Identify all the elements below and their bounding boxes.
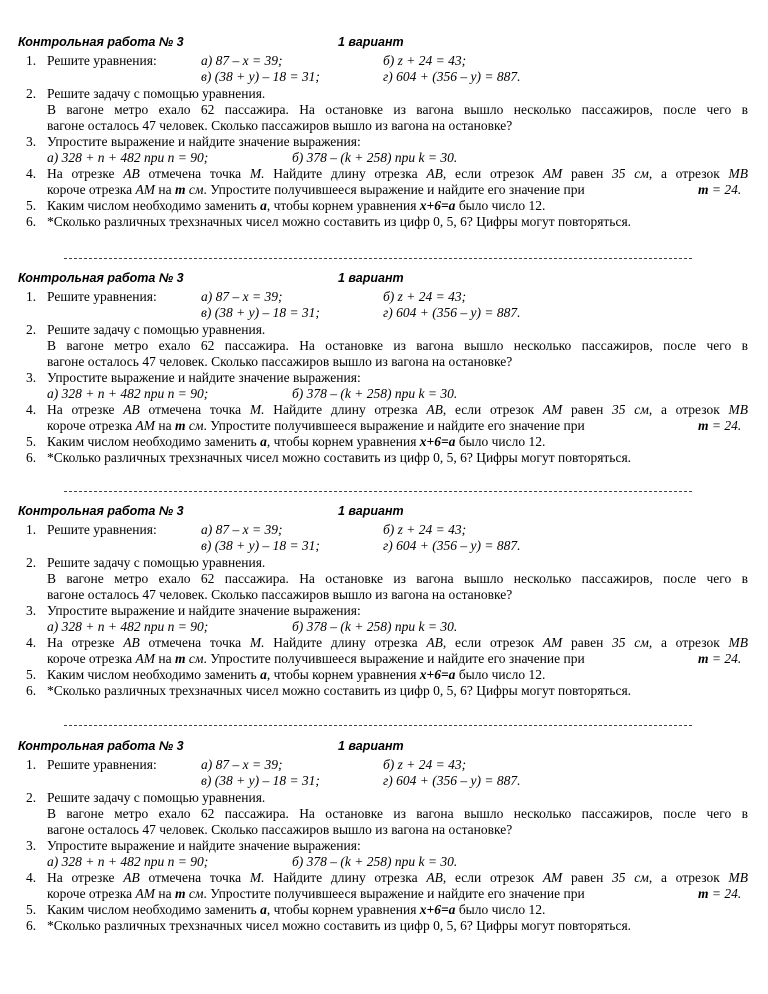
equation-g: г) 604 + (356 – y) = 887.: [383, 69, 521, 84]
task-2-label: Решите задачу с помощью уравнения.: [47, 322, 266, 337]
task-1-label: Решите уравнения:: [47, 53, 157, 68]
task-3-label: Упростите выражение и найдите значение выражения:: [47, 370, 361, 385]
task-5-number: 5.: [26, 198, 37, 213]
task-3-number: 3.: [26, 134, 37, 149]
task-6-number: 6.: [26, 918, 37, 933]
test-block-3: [0, 503, 768, 719]
task-3-label: Упростите выражение и найдите значение выражения:: [47, 603, 361, 618]
equation-b: б) z + 24 = 43;: [383, 757, 467, 772]
cut-line: [64, 491, 692, 492]
equation-b: б) z + 24 = 43;: [383, 289, 467, 304]
equation-g: г) 604 + (356 – y) = 887.: [383, 773, 521, 788]
equation-a: а) 87 – x = 39;: [201, 757, 283, 772]
cut-line: [64, 725, 692, 726]
cut-line: [64, 258, 692, 259]
equation-v: в) (38 + y) – 18 = 31;: [201, 305, 320, 320]
equation-a: а) 87 – x = 39;: [201, 53, 283, 68]
task-2-text-line-1: В вагоне метро ехало 62 пассажира. На остановке из вагона вышло несколько пассажиров, после чего в: [47, 571, 748, 586]
expression-b: б) 378 – (k + 258) при k = 30.: [292, 619, 458, 634]
task-5-number: 5.: [26, 434, 37, 449]
task-3-number: 3.: [26, 603, 37, 618]
equation-v: в) (38 + y) – 18 = 31;: [201, 538, 320, 553]
test-title: Контрольная работа № 3: [18, 504, 184, 518]
equation-v: в) (38 + y) – 18 = 31;: [201, 69, 320, 84]
task-1-number: 1.: [26, 757, 37, 772]
task-2-text-line-1: В вагоне метро ехало 62 пассажира. На остановке из вагона вышло несколько пассажиров, после чего в: [47, 338, 748, 353]
equation-b: б) z + 24 = 43;: [383, 522, 467, 537]
task-4-text-line-2: короче отрезка АМ на m см. Упростите получившееся выражение и найдите его значение при: [47, 418, 585, 433]
task-1-number: 1.: [26, 289, 37, 304]
expression-b: б) 378 – (k + 258) при k = 30.: [292, 854, 458, 869]
task-5-text: Каким числом необходимо заменить а, чтобы корнем уравнения х+6=а было число 12.: [47, 198, 546, 213]
task-5-number: 5.: [26, 902, 37, 917]
test-block-1: [0, 34, 768, 250]
task-2-text-line-2: вагоне осталось 47 человек. Сколько пассажиров вышло из вагона на остановке?: [47, 587, 513, 602]
task-2-number: 2.: [26, 86, 37, 101]
task-4-text-line-1: На отрезке АВ отмечена точка М. Найдите длину отрезка АВ, если отрезок АМ равен 35 см, а отрезок МВ: [47, 870, 748, 885]
variant-label: 1 вариант: [338, 271, 404, 285]
task-4-text-line-2: короче отрезка АМ на m см. Упростите получившееся выражение и найдите его значение при: [47, 651, 585, 666]
expression-b: б) 378 – (k + 258) при k = 30.: [292, 386, 458, 401]
task-4-number: 4.: [26, 166, 37, 181]
equation-b: б) z + 24 = 43;: [383, 53, 467, 68]
equation-g: г) 604 + (356 – y) = 887.: [383, 305, 521, 320]
expression-a: а) 328 + n + 482 при n = 90;: [47, 619, 209, 634]
task-4-number: 4.: [26, 402, 37, 417]
task-3-label: Упростите выражение и найдите значение выражения:: [47, 838, 361, 853]
equation-g: г) 604 + (356 – y) = 887.: [383, 538, 521, 553]
task-4-value: m = 24.: [698, 886, 742, 901]
expression-a: а) 328 + n + 482 при n = 90;: [47, 386, 209, 401]
equation-a: а) 87 – x = 39;: [201, 522, 283, 537]
task-6-text: *Сколько различных трехзначных чисел можно составить из цифр 0, 5, 6? Цифры могут повторяться.: [47, 918, 632, 933]
variant-label: 1 вариант: [338, 739, 404, 753]
task-4-value: m = 24.: [698, 651, 742, 666]
task-2-label: Решите задачу с помощью уравнения.: [47, 555, 266, 570]
task-2-number: 2.: [26, 555, 37, 570]
task-2-text-line-1: В вагоне метро ехало 62 пассажира. На остановке из вагона вышло несколько пассажиров, после чего в: [47, 806, 748, 821]
task-6-text: *Сколько различных трехзначных чисел можно составить из цифр 0, 5, 6? Цифры могут повторяться.: [47, 450, 632, 465]
task-2-text-line-2: вагоне осталось 47 человек. Сколько пассажиров вышло из вагона на остановке?: [47, 822, 513, 837]
task-2-text-line-2: вагоне осталось 47 человек. Сколько пассажиров вышло из вагона на остановке?: [47, 354, 513, 369]
task-6-number: 6.: [26, 683, 37, 698]
task-5-text: Каким числом необходимо заменить а, чтобы корнем уравнения х+6=а было число 12.: [47, 434, 546, 449]
test-title: Контрольная работа № 3: [18, 739, 184, 753]
task-1-label: Решите уравнения:: [47, 522, 157, 537]
test-block-4: [0, 738, 768, 954]
task-1-number: 1.: [26, 522, 37, 537]
variant-label: 1 вариант: [338, 35, 404, 49]
task-2-label: Решите задачу с помощью уравнения.: [47, 86, 266, 101]
task-6-number: 6.: [26, 450, 37, 465]
test-block-2: [0, 270, 768, 486]
task-4-text-line-1: На отрезке АВ отмечена точка М. Найдите длину отрезка АВ, если отрезок АМ равен 35 см, а отрезок МВ: [47, 402, 748, 417]
task-2-number: 2.: [26, 790, 37, 805]
task-3-number: 3.: [26, 838, 37, 853]
expression-b: б) 378 – (k + 258) при k = 30.: [292, 150, 458, 165]
variant-label: 1 вариант: [338, 504, 404, 518]
task-3-label: Упростите выражение и найдите значение выражения:: [47, 134, 361, 149]
expression-a: а) 328 + n + 482 при n = 90;: [47, 854, 209, 869]
task-4-text-line-2: короче отрезка АМ на m см. Упростите получившееся выражение и найдите его значение при: [47, 182, 585, 197]
task-6-text: *Сколько различных трехзначных чисел можно составить из цифр 0, 5, 6? Цифры могут повторяться.: [47, 683, 632, 698]
test-title: Контрольная работа № 3: [18, 35, 184, 49]
task-2-number: 2.: [26, 322, 37, 337]
task-2-text-line-2: вагоне осталось 47 человек. Сколько пассажиров вышло из вагона на остановке?: [47, 118, 513, 133]
task-6-number: 6.: [26, 214, 37, 229]
task-1-label: Решите уравнения:: [47, 757, 157, 772]
task-4-number: 4.: [26, 870, 37, 885]
equation-v: в) (38 + y) – 18 = 31;: [201, 773, 320, 788]
task-2-text-line-1: В вагоне метро ехало 62 пассажира. На остановке из вагона вышло несколько пассажиров, после чего в: [47, 102, 748, 117]
equation-a: а) 87 – x = 39;: [201, 289, 283, 304]
task-4-text-line-2: короче отрезка АМ на m см. Упростите получившееся выражение и найдите его значение при: [47, 886, 585, 901]
task-4-number: 4.: [26, 635, 37, 650]
task-2-label: Решите задачу с помощью уравнения.: [47, 790, 266, 805]
task-6-text: *Сколько различных трехзначных чисел можно составить из цифр 0, 5, 6? Цифры могут повторяться.: [47, 214, 632, 229]
test-title: Контрольная работа № 3: [18, 271, 184, 285]
task-1-number: 1.: [26, 53, 37, 68]
task-4-value: m = 24.: [698, 182, 742, 197]
task-5-number: 5.: [26, 667, 37, 682]
task-4-value: m = 24.: [698, 418, 742, 433]
task-5-text: Каким числом необходимо заменить а, чтобы корнем уравнения х+6=а было число 12.: [47, 667, 546, 682]
task-1-label: Решите уравнения:: [47, 289, 157, 304]
task-4-text-line-1: На отрезке АВ отмечена точка М. Найдите длину отрезка АВ, если отрезок АМ равен 35 см, а отрезок МВ: [47, 635, 748, 650]
expression-a: а) 328 + n + 482 при n = 90;: [47, 150, 209, 165]
task-3-number: 3.: [26, 370, 37, 385]
task-4-text-line-1: На отрезке АВ отмечена точка М. Найдите длину отрезка АВ, если отрезок АМ равен 35 см, а отрезок МВ: [47, 166, 748, 181]
task-5-text: Каким числом необходимо заменить а, чтобы корнем уравнения х+6=а было число 12.: [47, 902, 546, 917]
